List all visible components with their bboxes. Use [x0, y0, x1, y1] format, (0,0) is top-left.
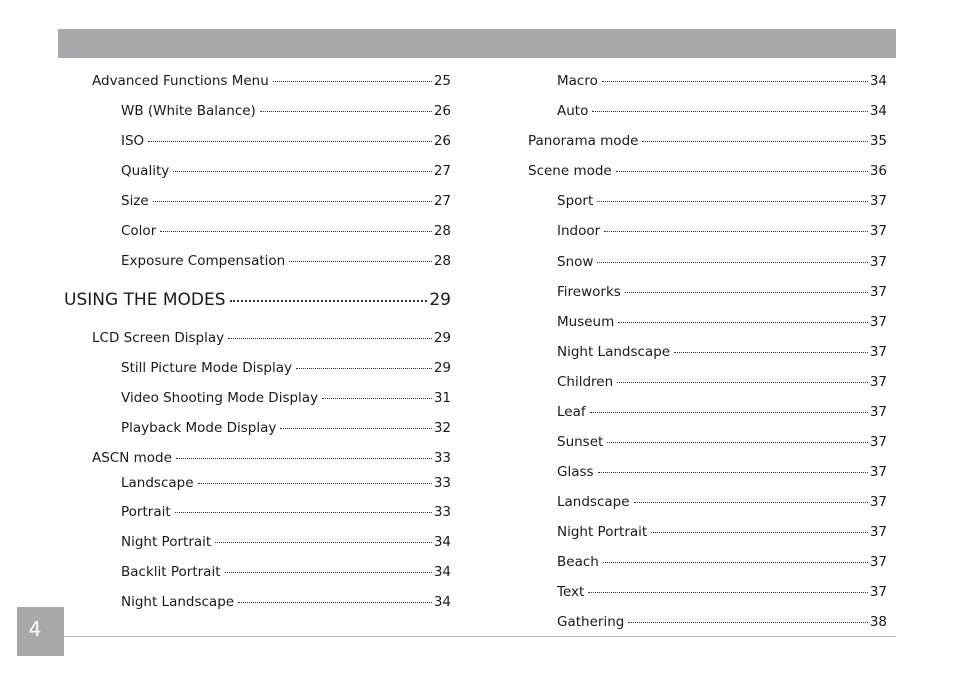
dot-leader	[597, 262, 867, 263]
dot-leader	[175, 512, 432, 513]
toc-entry	[121, 222, 451, 240]
footer-rule	[64, 636, 896, 637]
dot-leader	[607, 442, 867, 443]
toc-entry	[557, 253, 887, 271]
toc-entry-label: Color	[121, 223, 157, 239]
toc-entry	[557, 463, 887, 481]
toc-entry-label: Fireworks	[557, 284, 621, 300]
toc-entry-label: Glass	[557, 464, 594, 480]
toc-entry-label: Night Portrait	[121, 534, 212, 550]
toc-entry	[121, 593, 451, 611]
toc-entry-label: Night Portrait	[557, 524, 648, 540]
toc-entry	[92, 329, 451, 347]
toc-entry	[557, 313, 887, 331]
dot-leader	[616, 171, 868, 172]
dot-leader	[322, 398, 432, 399]
toc-entry-label: Panorama mode	[528, 133, 639, 149]
toc-entry-label: Playback Mode Display	[121, 420, 277, 436]
toc-entry-page: 34	[869, 73, 887, 89]
toc-entry-page: 35	[869, 133, 887, 149]
toc-entry-page: 37	[869, 554, 887, 570]
toc-entry-label: Night Landscape	[557, 344, 671, 360]
dot-leader	[598, 472, 868, 473]
toc-entry-page: 25	[433, 73, 451, 89]
toc-entry	[557, 613, 887, 631]
dot-leader	[592, 111, 867, 112]
toc-entry-page: 37	[869, 374, 887, 390]
toc-entry-label: Night Landscape	[121, 594, 235, 610]
dot-leader	[148, 141, 432, 142]
header-bar	[58, 29, 896, 58]
toc-entry	[92, 72, 451, 90]
toc-entry-page: 33	[433, 450, 451, 466]
toc-entry-label: Auto	[557, 103, 589, 119]
dot-leader	[642, 141, 867, 142]
dot-leader	[289, 261, 432, 262]
toc-entry-label: Beach	[557, 554, 599, 570]
toc-entry-page: 34	[433, 534, 451, 550]
toc-entry-page: 37	[869, 404, 887, 420]
dot-leader	[603, 562, 868, 563]
dot-leader	[260, 111, 432, 112]
toc-entry-page: 37	[869, 193, 887, 209]
dot-leader	[674, 352, 868, 353]
toc-entry	[557, 72, 887, 90]
toc-entry-label: Exposure Compensation	[121, 253, 286, 269]
dot-leader	[597, 201, 868, 202]
toc-entry-page: 29	[433, 330, 451, 346]
dot-leader	[588, 592, 868, 593]
dot-leader	[225, 572, 432, 573]
toc-entry-page: 28	[433, 253, 451, 269]
toc-entry-label: Quality	[121, 163, 170, 179]
toc-entry	[121, 419, 451, 437]
toc-entry-page: 33	[433, 475, 451, 491]
dot-leader	[296, 368, 432, 369]
toc-entry-label: USING THE MODES	[64, 290, 226, 310]
dot-leader	[228, 338, 432, 339]
toc-entry	[557, 403, 887, 421]
toc-entry-page: 32	[433, 420, 451, 436]
toc-entry-label: Landscape	[121, 475, 194, 491]
toc-entry-label: ISO	[121, 133, 145, 149]
toc-entry	[557, 373, 887, 391]
toc-entry	[121, 192, 451, 210]
toc-entry-page: 31	[433, 390, 451, 406]
toc-entry-label: Leaf	[557, 404, 586, 420]
toc-entry	[557, 493, 887, 511]
toc-entry-page: 27	[433, 193, 451, 209]
toc-entry-page: 38	[869, 614, 887, 630]
page-number: 4	[28, 617, 42, 641]
toc-entry-page: 37	[869, 344, 887, 360]
dot-leader	[617, 382, 868, 383]
toc-entry-label: Children	[557, 374, 614, 390]
toc-entry	[121, 474, 451, 492]
dot-leader	[628, 622, 867, 623]
toc-entry-label: Advanced Functions Menu	[92, 73, 269, 89]
dot-leader	[230, 300, 428, 302]
toc-entry-page: 37	[869, 434, 887, 450]
dot-leader	[176, 458, 432, 459]
dot-leader	[273, 81, 432, 82]
toc-entry-page: 37	[869, 223, 887, 239]
toc-entry	[557, 523, 887, 541]
toc-entry-page: 37	[869, 524, 887, 540]
dot-leader	[238, 602, 432, 603]
toc-entry	[121, 102, 451, 120]
dot-leader	[590, 412, 868, 413]
page-number-box	[17, 607, 64, 656]
dot-leader	[173, 171, 432, 172]
toc-entry-page: 27	[433, 163, 451, 179]
dot-leader	[215, 542, 432, 543]
toc-entry	[557, 553, 887, 571]
dot-leader	[160, 231, 432, 232]
toc-entry	[557, 433, 887, 451]
toc-entry-page: 37	[869, 254, 887, 270]
toc-entry	[121, 359, 451, 377]
toc-entry-label: WB (White Balance)	[121, 103, 256, 119]
toc-chapter-entry	[64, 289, 451, 311]
dot-leader	[618, 322, 868, 323]
toc-entry	[557, 343, 887, 361]
toc-entry-label: Video Shooting Mode Display	[121, 390, 319, 406]
toc-entry-label: Portrait	[121, 504, 171, 520]
toc-entry-page: 34	[869, 103, 887, 119]
dot-leader	[602, 81, 868, 82]
toc-entry-label: Scene mode	[528, 163, 612, 179]
toc-entry-label: Backlit Portrait	[121, 564, 221, 580]
toc-entry-page: 33	[433, 504, 451, 520]
toc-entry-page: 29	[429, 290, 451, 310]
toc-entry-page: 29	[433, 360, 451, 376]
dot-leader	[198, 483, 432, 484]
toc-entry-page: 37	[869, 284, 887, 300]
toc-entry-page: 28	[433, 223, 451, 239]
dot-leader	[634, 502, 868, 503]
toc-entry-page: 37	[869, 584, 887, 600]
toc-entry-label: Gathering	[557, 614, 625, 630]
toc-entry-page: 37	[869, 314, 887, 330]
toc-entry-label: ASCN mode	[92, 450, 172, 466]
toc-entry-page: 26	[433, 133, 451, 149]
toc-entry-label: Text	[557, 584, 585, 600]
toc-entry-label: Still Picture Mode Display	[121, 360, 292, 376]
toc-entry-label: Macro	[557, 73, 598, 89]
dot-leader	[153, 201, 432, 202]
toc-entry	[557, 283, 887, 301]
dot-leader	[651, 532, 868, 533]
toc-entry-label: Sport	[557, 193, 594, 209]
toc-entry-label: Museum	[557, 314, 615, 330]
toc-entry-label: Snow	[557, 254, 594, 270]
toc-entry-label: LCD Screen Display	[92, 330, 225, 346]
toc-entry	[528, 162, 887, 180]
toc-entry-page: 36	[869, 163, 887, 179]
dot-leader	[280, 428, 431, 429]
toc-entry	[121, 252, 451, 270]
toc-entry-label: Landscape	[557, 494, 630, 510]
toc-entry	[121, 162, 451, 180]
toc-entry	[557, 222, 887, 240]
toc-entry-label: Size	[121, 193, 149, 209]
toc-entry	[92, 449, 451, 467]
toc-entry	[557, 192, 887, 210]
toc-entry	[121, 389, 451, 407]
dot-leader	[625, 292, 868, 293]
toc-entry-label: Indoor	[557, 223, 601, 239]
toc-entry	[121, 132, 451, 150]
toc-entry	[557, 102, 887, 120]
toc-entry-page: 34	[433, 564, 451, 580]
toc-entry-page: 26	[433, 103, 451, 119]
toc-entry	[121, 533, 451, 551]
toc-entry	[557, 583, 887, 601]
toc-entry-label: Sunset	[557, 434, 604, 450]
toc-entry-page: 34	[433, 594, 451, 610]
toc-entry	[121, 563, 451, 581]
dot-leader	[604, 231, 868, 232]
toc-entry	[121, 503, 451, 521]
toc-entry-page: 37	[869, 494, 887, 510]
toc-entry	[528, 132, 887, 150]
toc-entry-page: 37	[869, 464, 887, 480]
